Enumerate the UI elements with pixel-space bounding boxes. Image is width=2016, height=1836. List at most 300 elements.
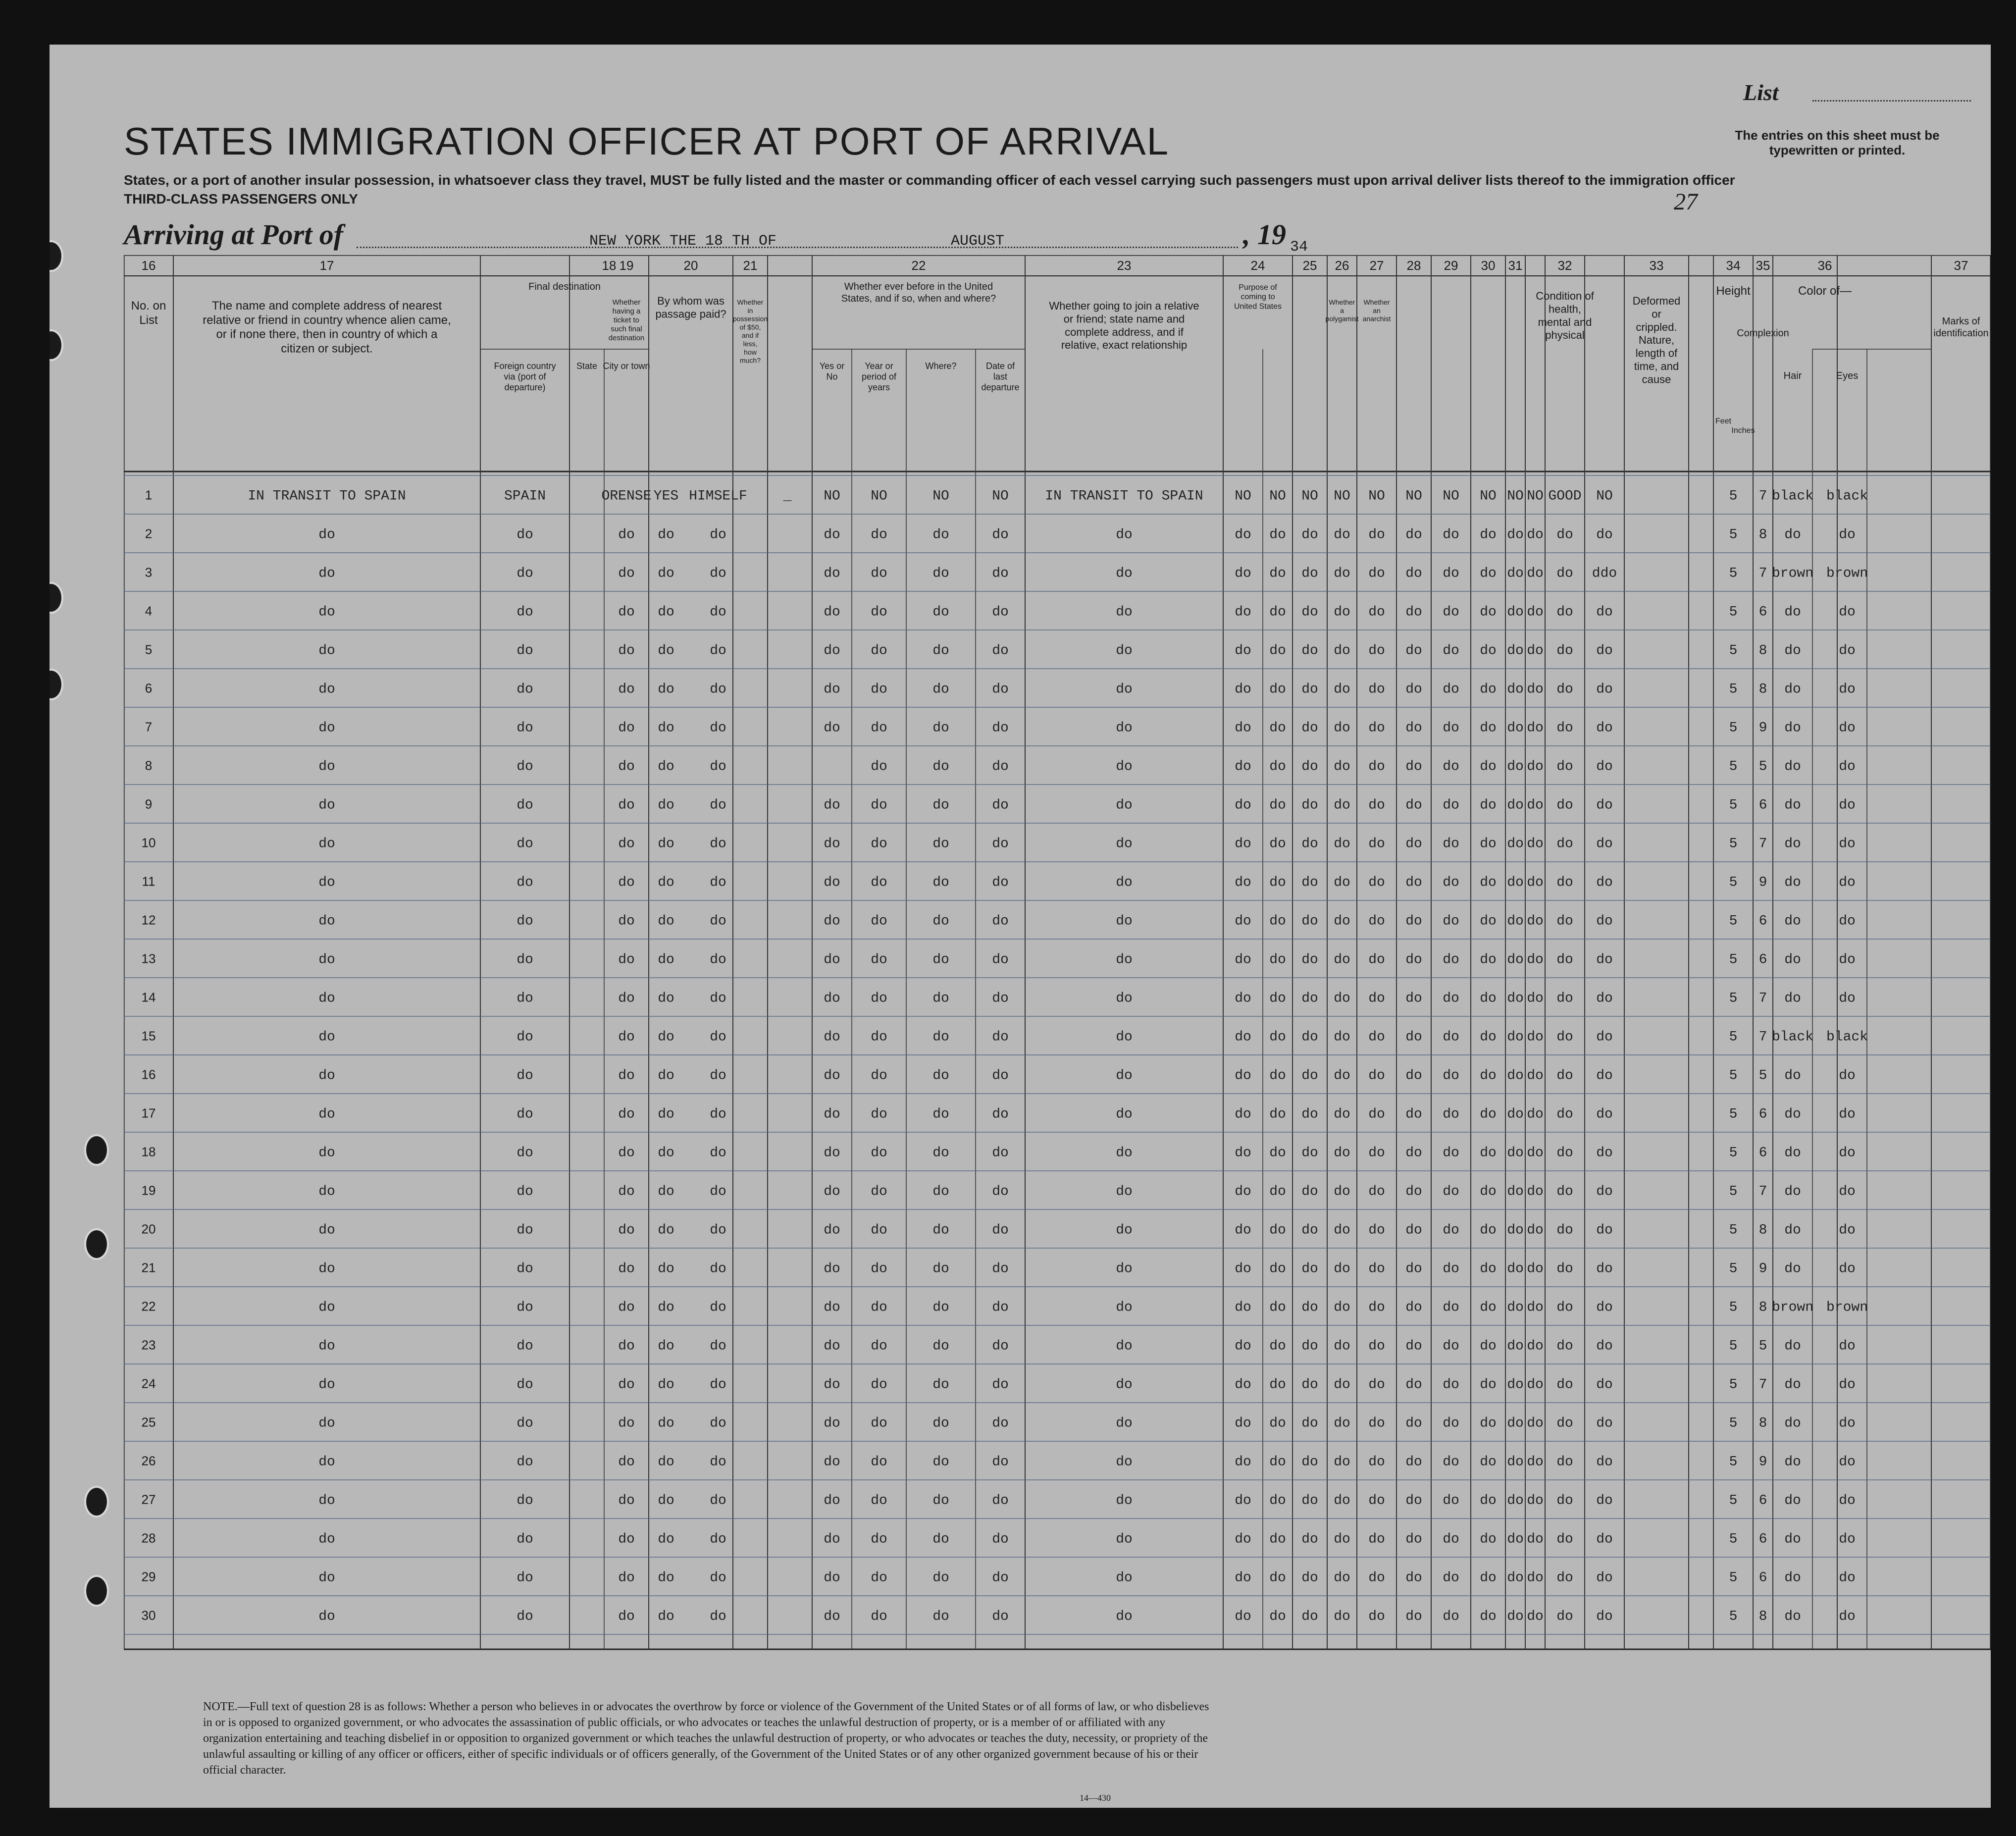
answer-cell: do [1443,1184,1459,1200]
answer-cell: do [1443,1068,1459,1084]
year-cell: do [871,991,887,1006]
answer-cell: do [1527,1531,1544,1547]
paid-cell: do [710,1184,726,1200]
answer-cell: do [1480,1338,1497,1354]
via-cell: do [517,1261,533,1277]
purpose-cell: do [1235,566,1251,581]
inches-cell: 6 [1758,913,1767,929]
city-cell: do [618,527,635,543]
ticket-cell: do [658,1184,674,1200]
where-cell: do [932,1145,949,1161]
year-cell: do [871,682,887,697]
where-cell: do [932,1493,949,1509]
yes-no-cell: do [824,1570,840,1586]
column-number: 22 [911,258,926,273]
answer-cell: do [1368,1493,1385,1509]
year-cell: do [871,1029,887,1045]
join-cell: do [1116,1493,1133,1509]
departure-cell: do [992,1493,1009,1509]
purpose-cell: do [1235,1068,1251,1084]
hair-cell: do [1784,643,1801,659]
hair-cell: do [1784,759,1801,775]
purpose-cell: do [1301,604,1318,620]
via-cell: do [517,1338,533,1354]
year-cell: do [871,1300,887,1315]
answer-cell: do [1368,875,1385,891]
answer-cell: do [1368,1261,1385,1277]
answer-cell: do [1507,1184,1524,1200]
column-header: Whether ever before in the United States, and if so, when and where? [841,281,996,304]
inches-cell: 6 [1758,604,1767,620]
via-cell: do [517,527,533,543]
answer-cell: do [1480,1493,1497,1509]
purpose-cell: do [1269,1029,1286,1045]
purpose-cell: do [1269,1454,1286,1470]
yes-no-cell: do [824,1184,840,1200]
yes-no-cell: do [824,797,840,813]
year-cell: do [871,1493,887,1509]
relative-cell: do [318,913,335,929]
purpose-cell: do [1301,1184,1318,1200]
purpose-cell: do [1301,1493,1318,1509]
ticket-cell: do [658,527,674,543]
paid-cell: HIMSELF [689,488,747,504]
hair-cell: do [1784,913,1801,929]
ticket-cell: do [658,875,674,891]
purpose-cell: do [1269,1300,1286,1315]
ticket-cell: do [658,991,674,1006]
health-cell: do [1556,527,1573,543]
health-cell: do [1556,1416,1573,1431]
year-cell: do [871,1338,887,1354]
purpose-cell: do [1301,875,1318,891]
answer-cell: do [1443,682,1459,697]
answer-cell: do [1443,643,1459,659]
year-cell: do [871,1609,887,1625]
answer-cell: do [1368,1222,1385,1238]
paid-cell: do [710,797,726,813]
feet-cell: 5 [1729,1338,1738,1354]
year-cell: do [871,836,887,852]
answer-cell: do [1480,1145,1497,1161]
eyes-cell: do [1839,1609,1856,1625]
column-number: 25 [1302,258,1317,273]
paid-cell: do [710,1338,726,1354]
where-cell: do [932,913,949,929]
row-number: 1 [145,487,153,503]
health-cell: do [1556,1068,1573,1084]
eyes-cell: do [1839,604,1856,620]
city-cell: do [618,1145,635,1161]
city-cell: do [618,643,635,659]
health-cell: GOOD [1548,488,1582,504]
city-cell: do [618,1416,635,1431]
answer-cell: NO [1527,488,1544,504]
answer-cell: do [1334,875,1350,891]
relative-cell: do [318,1570,335,1586]
answer-cell: do [1405,875,1422,891]
where-cell: do [932,682,949,697]
inches-cell: 6 [1758,1531,1767,1547]
join-cell: do [1116,952,1133,968]
answer-cell: do [1368,720,1385,736]
ticket-cell: do [658,1029,674,1045]
column-header: Complexion [1737,328,1789,339]
hair-cell: do [1784,1454,1801,1470]
feet-cell: 5 [1729,1609,1738,1625]
purpose-cell: do [1235,720,1251,736]
subcolumn-header: Yes or No [819,361,845,382]
manifest-sheet [50,45,1991,1808]
via-cell: do [517,836,533,852]
answer-cell: do [1334,1377,1350,1393]
manifest-grid [124,255,1991,1667]
answer-cell: do [1527,1106,1544,1122]
relative-cell: do [318,1377,335,1393]
departure-cell: do [992,1261,1009,1277]
city-cell: do [618,1338,635,1354]
inches-cell: 6 [1758,1145,1767,1161]
purpose-cell: do [1269,1261,1286,1277]
purpose-cell: do [1301,1029,1318,1045]
answer-cell: do [1443,1416,1459,1431]
answer-cell: do [1405,1377,1422,1393]
yes-no-cell: do [824,1261,840,1277]
where-cell: do [932,1454,949,1470]
row-number: 19 [141,1183,156,1198]
answer-cell: do [1368,604,1385,620]
binder-hole [84,1575,109,1607]
answer-cell: do [1507,1222,1524,1238]
purpose-cell: do [1301,1377,1318,1393]
departure-cell: do [992,604,1009,620]
inches-cell: 5 [1758,759,1767,775]
year-cell: do [871,527,887,543]
row-number: 21 [141,1260,156,1275]
via-cell: do [517,1106,533,1122]
row-number: 22 [141,1299,156,1314]
column-header: Deformed or crippled. Nature, length of time, and cause [1632,295,1681,386]
health-cell: do [1556,1300,1573,1315]
answer-cell: do [1334,1222,1350,1238]
departure-cell: do [992,1416,1009,1431]
answer-cell: do [1480,720,1497,736]
hair-cell: do [1784,1145,1801,1161]
purpose-cell: NO [1269,488,1286,504]
yes-no-cell: do [824,1609,840,1625]
subcolumn-header: Where? [925,361,957,371]
answer-cell: do [1443,991,1459,1006]
health-cell: do [1556,1261,1573,1277]
departure-cell: do [992,1145,1009,1161]
city-cell: do [618,1377,635,1393]
feet-cell: 5 [1729,1416,1738,1431]
year-cell: do [871,1184,887,1200]
answer-cell: do [1480,1300,1497,1315]
where-cell: do [932,1068,949,1084]
purpose-cell: do [1301,566,1318,581]
departure-cell: do [992,991,1009,1006]
subcolumn-header: State [576,361,598,371]
money-cell: _ [783,488,792,504]
purpose-cell: do [1235,991,1251,1006]
departure-cell: do [992,1609,1009,1625]
answer-cell: do [1507,952,1524,968]
row-number: 4 [145,603,153,619]
eyes-cell: do [1839,1416,1856,1431]
ticket-cell: do [658,720,674,736]
purpose-cell: do [1301,1338,1318,1354]
paid-cell: do [710,1609,726,1625]
ticket-cell: do [658,913,674,929]
answer-cell: do [1334,1145,1350,1161]
answer-cell: do [1334,1106,1350,1122]
answer-cell: do [1480,913,1497,929]
eyes-cell: do [1839,836,1856,852]
answer-cell: do [1507,1493,1524,1509]
yes-no-cell: do [824,643,840,659]
answer-cell: do [1405,527,1422,543]
deformed-cell: do [1596,836,1613,852]
yes-no-cell: do [824,1106,840,1122]
departure-cell: do [992,836,1009,852]
relative-cell: do [318,1029,335,1045]
answer-cell: do [1368,1184,1385,1200]
city-cell: do [618,1493,635,1509]
city-cell: do [618,875,635,891]
answer-cell: do [1527,1416,1544,1431]
purpose-cell: do [1269,566,1286,581]
purpose-cell: do [1269,527,1286,543]
relative-cell: do [318,1068,335,1084]
answer-cell: do [1507,1300,1524,1315]
paid-cell: do [710,720,726,736]
answer-cell: do [1507,1609,1524,1625]
answer-cell: do [1443,797,1459,813]
purpose-cell: do [1301,682,1318,697]
purpose-cell: do [1235,1029,1251,1045]
purpose-cell: do [1235,1493,1251,1509]
answer-cell: do [1334,1300,1350,1315]
eyes-cell: do [1839,1377,1856,1393]
feet-cell: 5 [1729,797,1738,813]
year-cell: do [871,1068,887,1084]
join-cell: do [1116,1454,1133,1470]
feet-cell: 5 [1729,682,1738,697]
column-number: 28 [1406,258,1421,273]
answer-cell: do [1480,952,1497,968]
port-value: NEW YORK THE 18 TH OF [589,233,777,250]
paid-cell: do [710,1068,726,1084]
yes-no-cell: do [824,720,840,736]
health-cell: do [1556,1145,1573,1161]
answer-cell: do [1480,682,1497,697]
where-cell: do [932,1222,949,1238]
purpose-cell: do [1235,836,1251,852]
answer-cell: do [1527,1145,1544,1161]
binder-hole [50,240,63,272]
eyes-cell: do [1839,682,1856,697]
purpose-cell: do [1269,1570,1286,1586]
purpose-cell: do [1235,1416,1251,1431]
answer-cell: do [1480,1609,1497,1625]
eyes-cell: do [1839,1531,1856,1547]
column-header: Whether going to join a relative or friend; state name and complete address, and if relative, exact relationship [1049,300,1199,352]
footnote: NOTE.—Full text of question 28 is as follows: Whether a person who believes in or advocates the overthrow by force or violence of the Government of the United States or of all forms of law, or who disbelieves in or is opposed to organized government, or who advocates the assassination of public officials, or who advocates or teaches the unlawful destruction of property, or is a member of or affiliated with any organization entertaining and teaching disbelief in or opposition to organized government or which teaches the unlawful destruction of property, or who advocates or teaches the duty, necessity, or propriety of the unlawful assaulting or killing of any officer or officers, either of specific individuals or of officers generally, of the Government of the United States or of any other organized government because of his or their official character. [203,1700,1209,1777]
answer-cell: do [1443,1454,1459,1470]
column-header: Final destination [528,281,601,292]
departure-cell: do [992,566,1009,581]
purpose-cell: do [1235,682,1251,697]
city-cell: do [618,1068,635,1084]
answer-cell: do [1480,643,1497,659]
deformed-cell: ddo [1592,566,1617,581]
relative-cell: do [318,836,335,852]
paid-cell: do [710,682,726,697]
answer-cell: do [1527,604,1544,620]
arriving-label: Arriving at Port of [124,218,344,251]
year-value: 34 [1290,239,1308,256]
purpose-cell: do [1235,1145,1251,1161]
eyes-cell: do [1839,527,1856,543]
year-cell: do [871,952,887,968]
year-cell: do [871,1222,887,1238]
eyes-cell: do [1839,1106,1856,1122]
deformed-cell: do [1596,875,1613,891]
answer-cell: do [1405,1261,1422,1277]
answer-cell: do [1527,797,1544,813]
paid-cell: do [710,643,726,659]
ticket-cell: do [658,566,674,581]
typewritten-note: The entries on this sheet must be typewritten or printed. [1735,128,1940,157]
via-cell: do [517,1377,533,1393]
purpose-cell: do [1235,797,1251,813]
answer-cell: do [1480,1416,1497,1431]
eyes-cell: do [1839,913,1856,929]
answer-cell: do [1507,643,1524,659]
health-cell: do [1556,566,1573,581]
answer-cell: do [1405,720,1422,736]
relative-cell: do [318,604,335,620]
where-cell: do [932,566,949,581]
row-number: 17 [141,1105,156,1121]
ticket-cell: do [658,952,674,968]
hair-cell: do [1784,875,1801,891]
deformed-cell: do [1596,527,1613,543]
answer-cell: do [1334,604,1350,620]
row-number: 14 [141,990,156,1005]
form-number: 14—430 [1080,1793,1111,1803]
paid-cell: do [710,759,726,775]
answer-cell: do [1368,836,1385,852]
departure-cell: do [992,759,1009,775]
answer-cell: do [1443,1145,1459,1161]
city-cell: do [618,720,635,736]
answer-cell: do [1405,604,1422,620]
purpose-cell: do [1269,1609,1286,1625]
join-cell: do [1116,1106,1133,1122]
answer-cell: do [1405,1416,1422,1431]
departure-cell: do [992,720,1009,736]
answer-cell: do [1507,1377,1524,1393]
departure-cell: do [992,527,1009,543]
deformed-cell: do [1596,1029,1613,1045]
join-cell: do [1116,1609,1133,1625]
feet-cell: 5 [1729,1570,1738,1586]
inches-cell: 8 [1758,1300,1767,1315]
where-cell: do [932,604,949,620]
answer-cell: do [1368,952,1385,968]
hair-cell: do [1784,1068,1801,1084]
paid-cell: do [710,566,726,581]
paid-cell: do [710,913,726,929]
purpose-cell: do [1301,1416,1318,1431]
hair-cell: brown [1771,1300,1814,1315]
purpose-cell: do [1269,1416,1286,1431]
column-number: 36 [1817,258,1832,273]
join-cell: do [1116,1300,1133,1315]
answer-cell: do [1443,1300,1459,1315]
ticket-cell: do [658,797,674,813]
ticket-cell: do [658,1300,674,1315]
where-cell: do [932,991,949,1006]
column-number: 30 [1481,258,1496,273]
answer-cell: do [1480,875,1497,891]
paid-cell: do [710,836,726,852]
purpose-cell: do [1269,952,1286,968]
row-number: 6 [145,681,153,696]
via-cell: do [517,1029,533,1045]
relative-cell: do [318,1222,335,1238]
city-cell: do [618,759,635,775]
health-cell: do [1556,682,1573,697]
via-cell: do [517,1609,533,1625]
relative-cell: do [318,797,335,813]
answer-cell: do [1405,913,1422,929]
ticket-cell: do [658,1493,674,1509]
departure-cell: do [992,1106,1009,1122]
row-number: 11 [142,874,155,889]
via-cell: do [517,643,533,659]
ticket-cell: do [658,759,674,775]
via-cell: do [517,1416,533,1431]
subcolumn-header: Feet [1715,417,1732,425]
subcolumn-header: Foreign country via (port of departure) [494,361,556,393]
row-number: 9 [145,796,153,812]
answer-cell: do [1443,527,1459,543]
departure-cell: do [992,952,1009,968]
answer-cell: do [1507,1106,1524,1122]
relative-cell: do [318,875,335,891]
departure-cell: do [992,1300,1009,1315]
relative-cell: do [318,1184,335,1200]
feet-cell: 5 [1729,643,1738,659]
answer-cell: do [1480,1029,1497,1045]
answer-cell: do [1405,1493,1422,1509]
feet-cell: 5 [1729,991,1738,1006]
hair-cell: do [1784,682,1801,697]
purpose-cell: do [1269,991,1286,1006]
answer-cell: do [1405,566,1422,581]
join-cell: do [1116,1261,1133,1277]
purpose-cell: do [1301,797,1318,813]
answer-cell: do [1405,836,1422,852]
column-header: Marks of identification [1933,316,1989,339]
relative-cell: do [318,1300,335,1315]
departure-cell: do [992,1029,1009,1045]
yes-no-cell: do [824,1531,840,1547]
answer-cell: do [1405,1338,1422,1354]
